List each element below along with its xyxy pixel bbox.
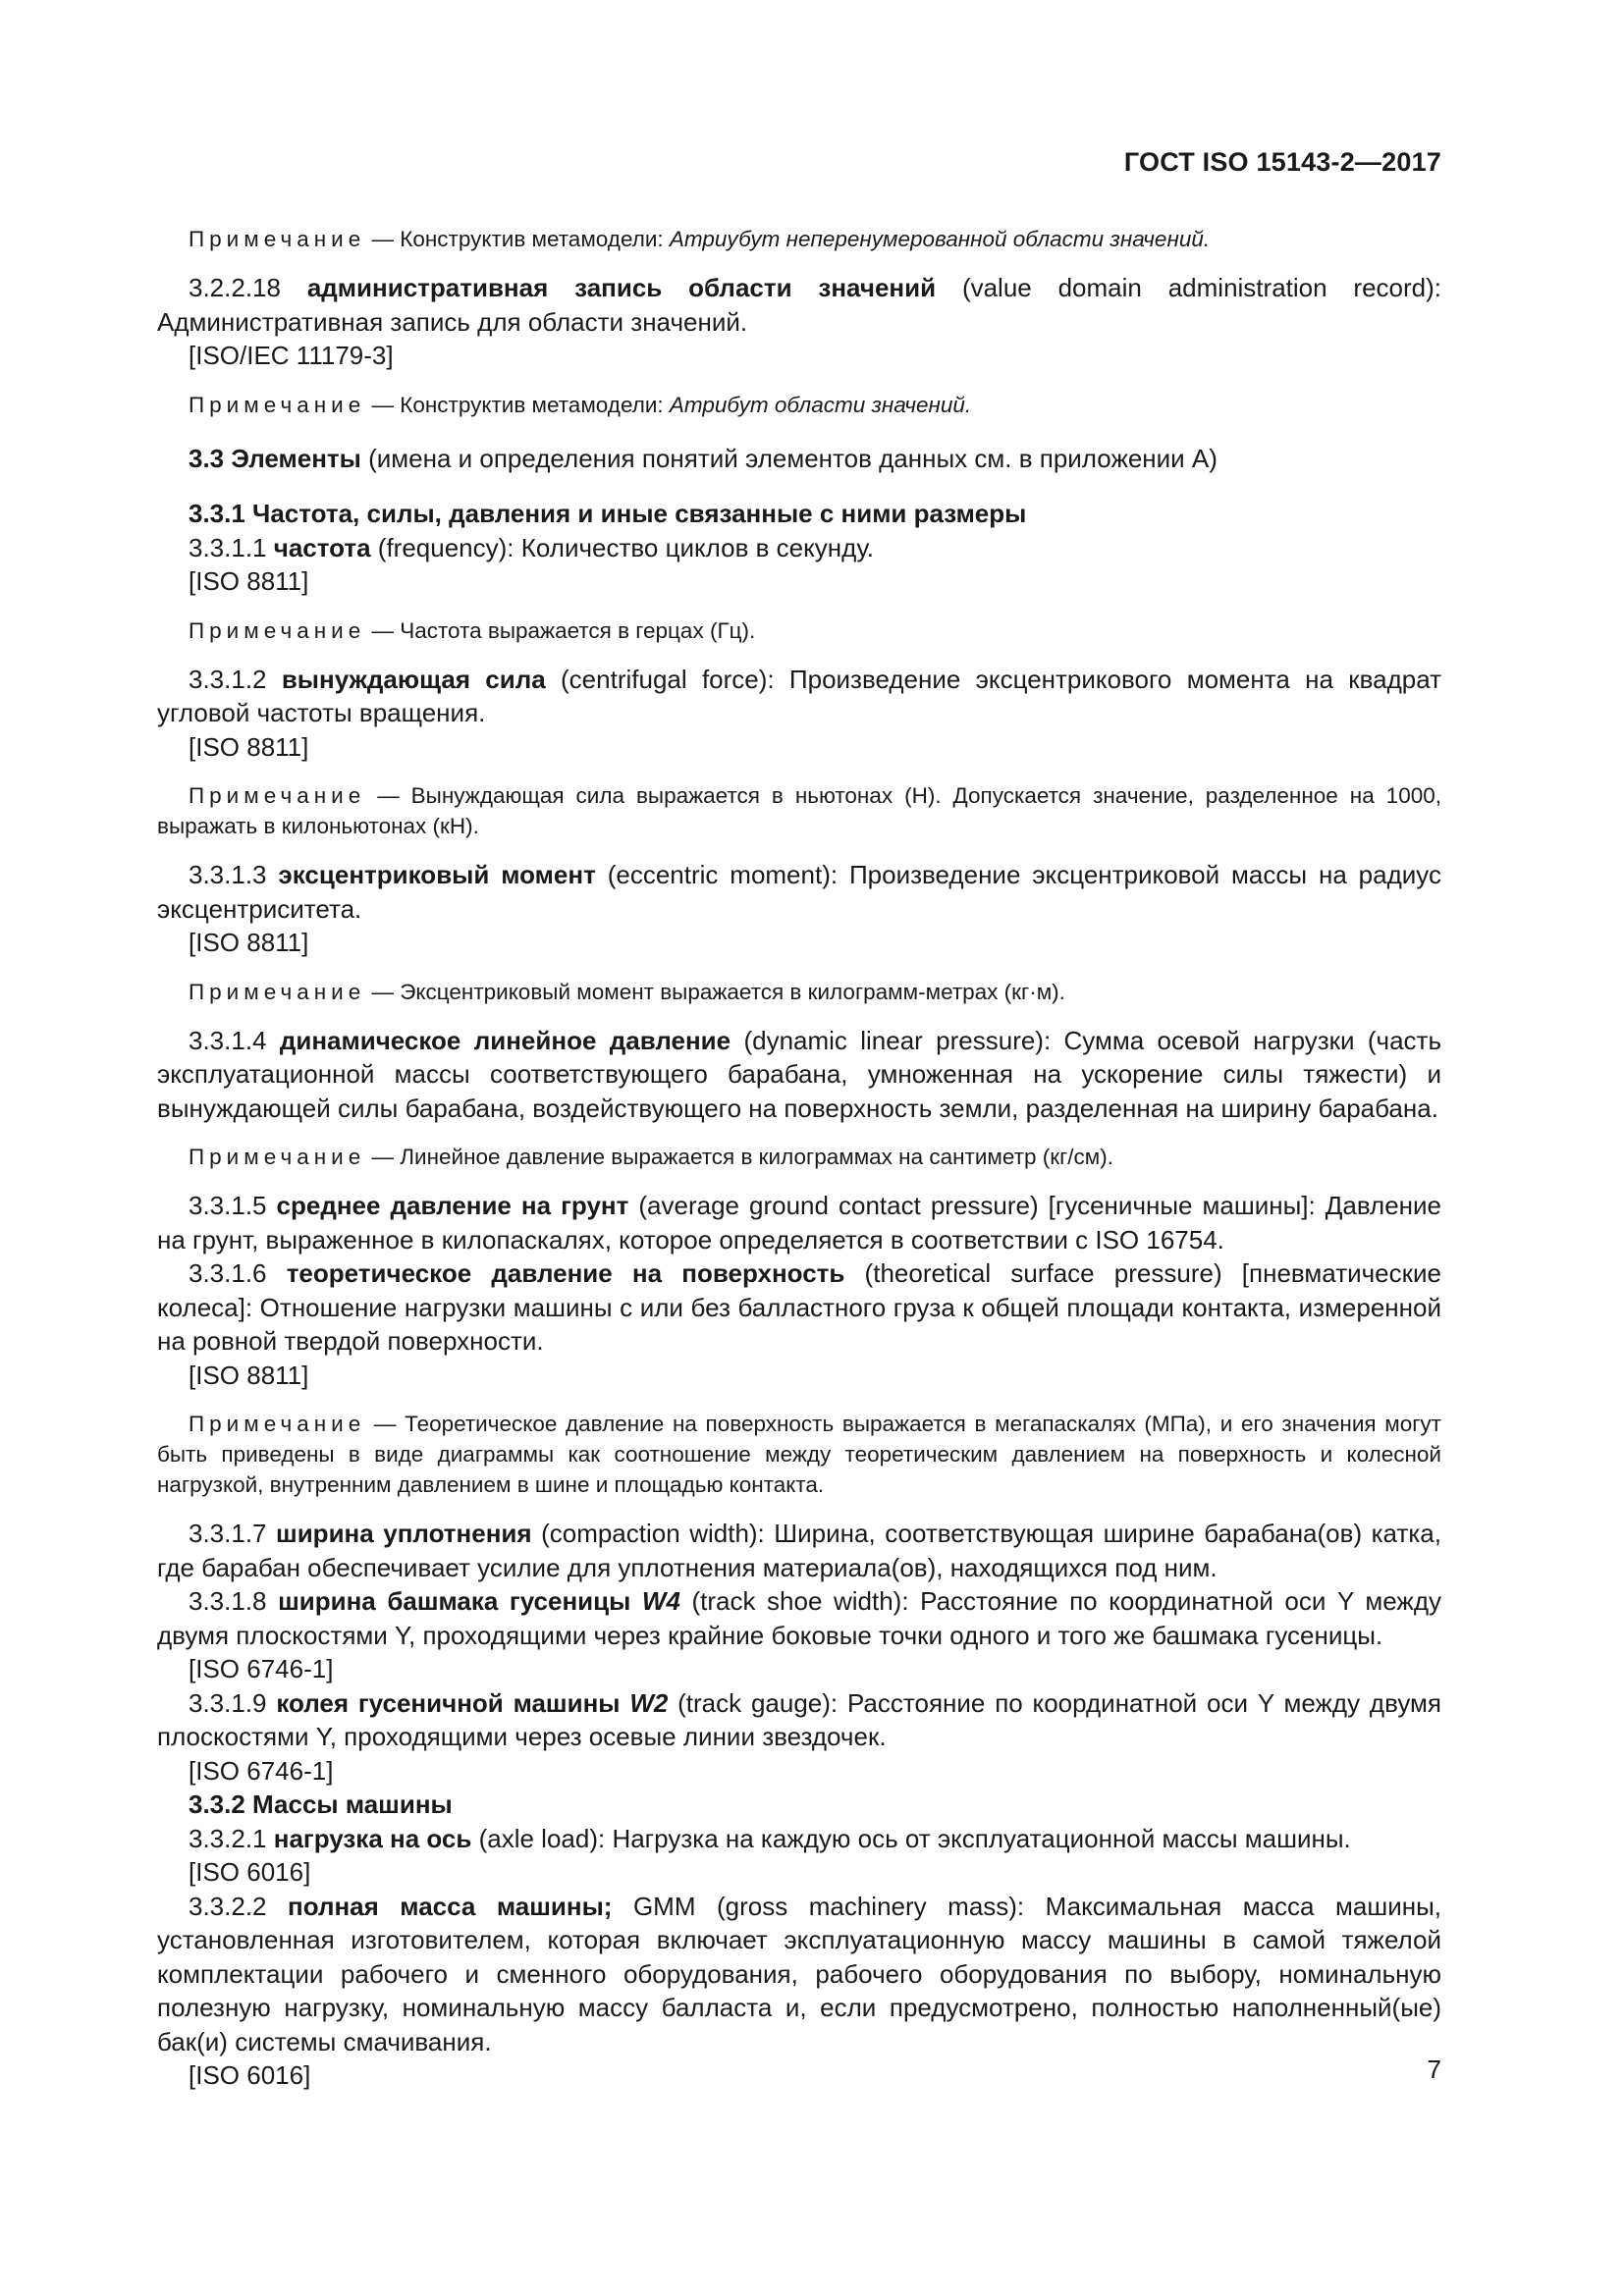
reference-iso-6746-1: [ISO 6746-1] [189, 1755, 334, 1786]
reference-iso-8811: [ISO 8811] [189, 1360, 309, 1390]
page-number: 7 [1427, 2055, 1441, 2084]
definition-3-2-2-18: 3.2.2.18 административная запись области значений (value domain administration record): Административная запись для области значений. [157, 273, 1441, 337]
note-linear-pressure: Примечание — Линейное давление выражается в килограммах на сантиметр (кг/см). [189, 1145, 1113, 1169]
note-metamodel-2: Примечание — Конструктив метамодели: Атрибут области значений. [189, 392, 972, 417]
definition-3-3-1-8: 3.3.1.8 ширина башмака гусеницы W4 (track shoe width): Расстояние по координатной оси Y между двумя плоскостями Y, проходящими через крайние боковые точки одного и того же башмака гусеницы. [157, 1586, 1441, 1650]
reference-iso-8811: [ISO 8811] [189, 566, 309, 596]
section-3-3-1-heading: 3.3.1 Частота, силы, давления и иные связанные с ними размеры [189, 499, 1027, 528]
note-eccentric-moment: Примечание — Эксцентриковый момент выражается в килограмм-метрах (кг·м). [189, 979, 1065, 1004]
definition-3-3-1-5: 3.3.1.5 среднее давление на грунт (average ground contact pressure) [гусеничные машины]: Давление на грунт, выраженное в килопаскалях, которое определяется в соответствии с ISO 16754. [157, 1191, 1442, 1255]
definition-3-3-2-2: 3.3.2.2 полная масса машины; GMM (gross machinery mass): Максимальная масса машины, установленная изготовителем, которая включает эксплуатационную массу машины в самой тяжелой комплектации рабочего и сменного оборудования, рабочего оборудования по выбору, номинальную полезную нагрузку, номинальную массу балласта и, если предусмотрено, полностью наполненный(ые) бак(и) системы смачивания. [157, 1891, 1442, 2056]
document-body [157, 224, 1441, 2093]
note-centrifugal-force: Примечание — Вынуждающая сила выражается в ньютонах (Н). Допускается значение, разделенное на 1000, выражать в килоньютонах (кН). [157, 783, 1441, 838]
reference-iso-6016: [ISO 6016] [189, 1857, 311, 1887]
definition-3-3-1-7: 3.3.1.7 ширина уплотнения (compaction width): Ширина, соответствующая ширине барабана(ов) катка, где барабан обеспечивает усилие для уплотнения материала(ов), находящихся под ним. [157, 1519, 1441, 1582]
reference-iso-8811: [ISO 8811] [189, 928, 309, 957]
definition-3-3-2-1: 3.3.2.1 нагрузка на ось (axle load): Нагрузка на каждую ось от эксплуатационной массы машины. [189, 1823, 1351, 1853]
reference-iso-6746-1: [ISO 6746-1] [189, 1654, 334, 1683]
section-3-3-2-heading: 3.3.2 Массы машины [189, 1789, 453, 1819]
definition-3-3-1-6: 3.3.1.6 теоретическое давление на поверхность (theoretical surface pressure) [пневматические колеса]: Отношение нагрузки машины с или без балластного груза к общей площади контакта, измеренной на ровной твердой поверхности. [157, 1258, 1441, 1356]
definition-3-3-1-3: 3.3.1.3 эксцентриковый момент (eccentric moment): Произведение эксцентриковой массы на радиус эксцентриситета. [157, 860, 1441, 924]
section-3-3-heading: 3.3 Элементы (имена и определения понятий элементов данных см. в приложении А) [189, 443, 1218, 473]
note-frequency: Примечание — Частота выражается в герцах (Гц). [189, 617, 756, 643]
definition-3-3-1-1: 3.3.1.1 частота (frequency): Количество циклов в секунду. [189, 532, 874, 562]
definition-3-3-1-9: 3.3.1.9 колея гусеничной машины W2 (track gauge): Расстояние по координатной оси Y между двумя плоскостями Y, проходящими через осевые линии звездочек. [157, 1687, 1441, 1751]
note-theoretical-pressure: Примечание — Теоретическое давление на поверхность выражается в мегапаскалях (МПа), и его значения могут быть приведены в виде диаграммы как соотношение между теоретическим давлением на поверхность и колесной нагрузкой, внутренним давлением в шине и площадью контакта. [157, 1412, 1441, 1497]
definition-3-3-1-4: 3.3.1.4 динамическое линейное давление (dynamic linear pressure): Сумма осевой нагрузки (часть эксплуатационной массы соответствующего барабана, умноженная на ускорение силы тяжести) и вынуждающей силы барабана, воздействующего на поверхность земли, разделенная на ширину барабана. [157, 1025, 1442, 1123]
reference-iso-8811: [ISO 8811] [189, 731, 309, 762]
document-code: ГОСТ ISO 15143-2—2017 [1123, 147, 1441, 177]
reference-iso-6016: [ISO 6016] [189, 2060, 311, 2090]
definition-3-3-1-2: 3.3.1.2 вынуждающая сила (centrifugal force): Произведение эксцентрикового момента на квадрат угловой частоты вращения. [157, 664, 1442, 727]
reference-iso-iec-11179-3: [ISO/IEC 11179-3] [189, 341, 394, 370]
note-metamodel-1: Примечание — Конструктив метамодели: Атриубут неперенумерованной области значений. [189, 227, 1211, 251]
